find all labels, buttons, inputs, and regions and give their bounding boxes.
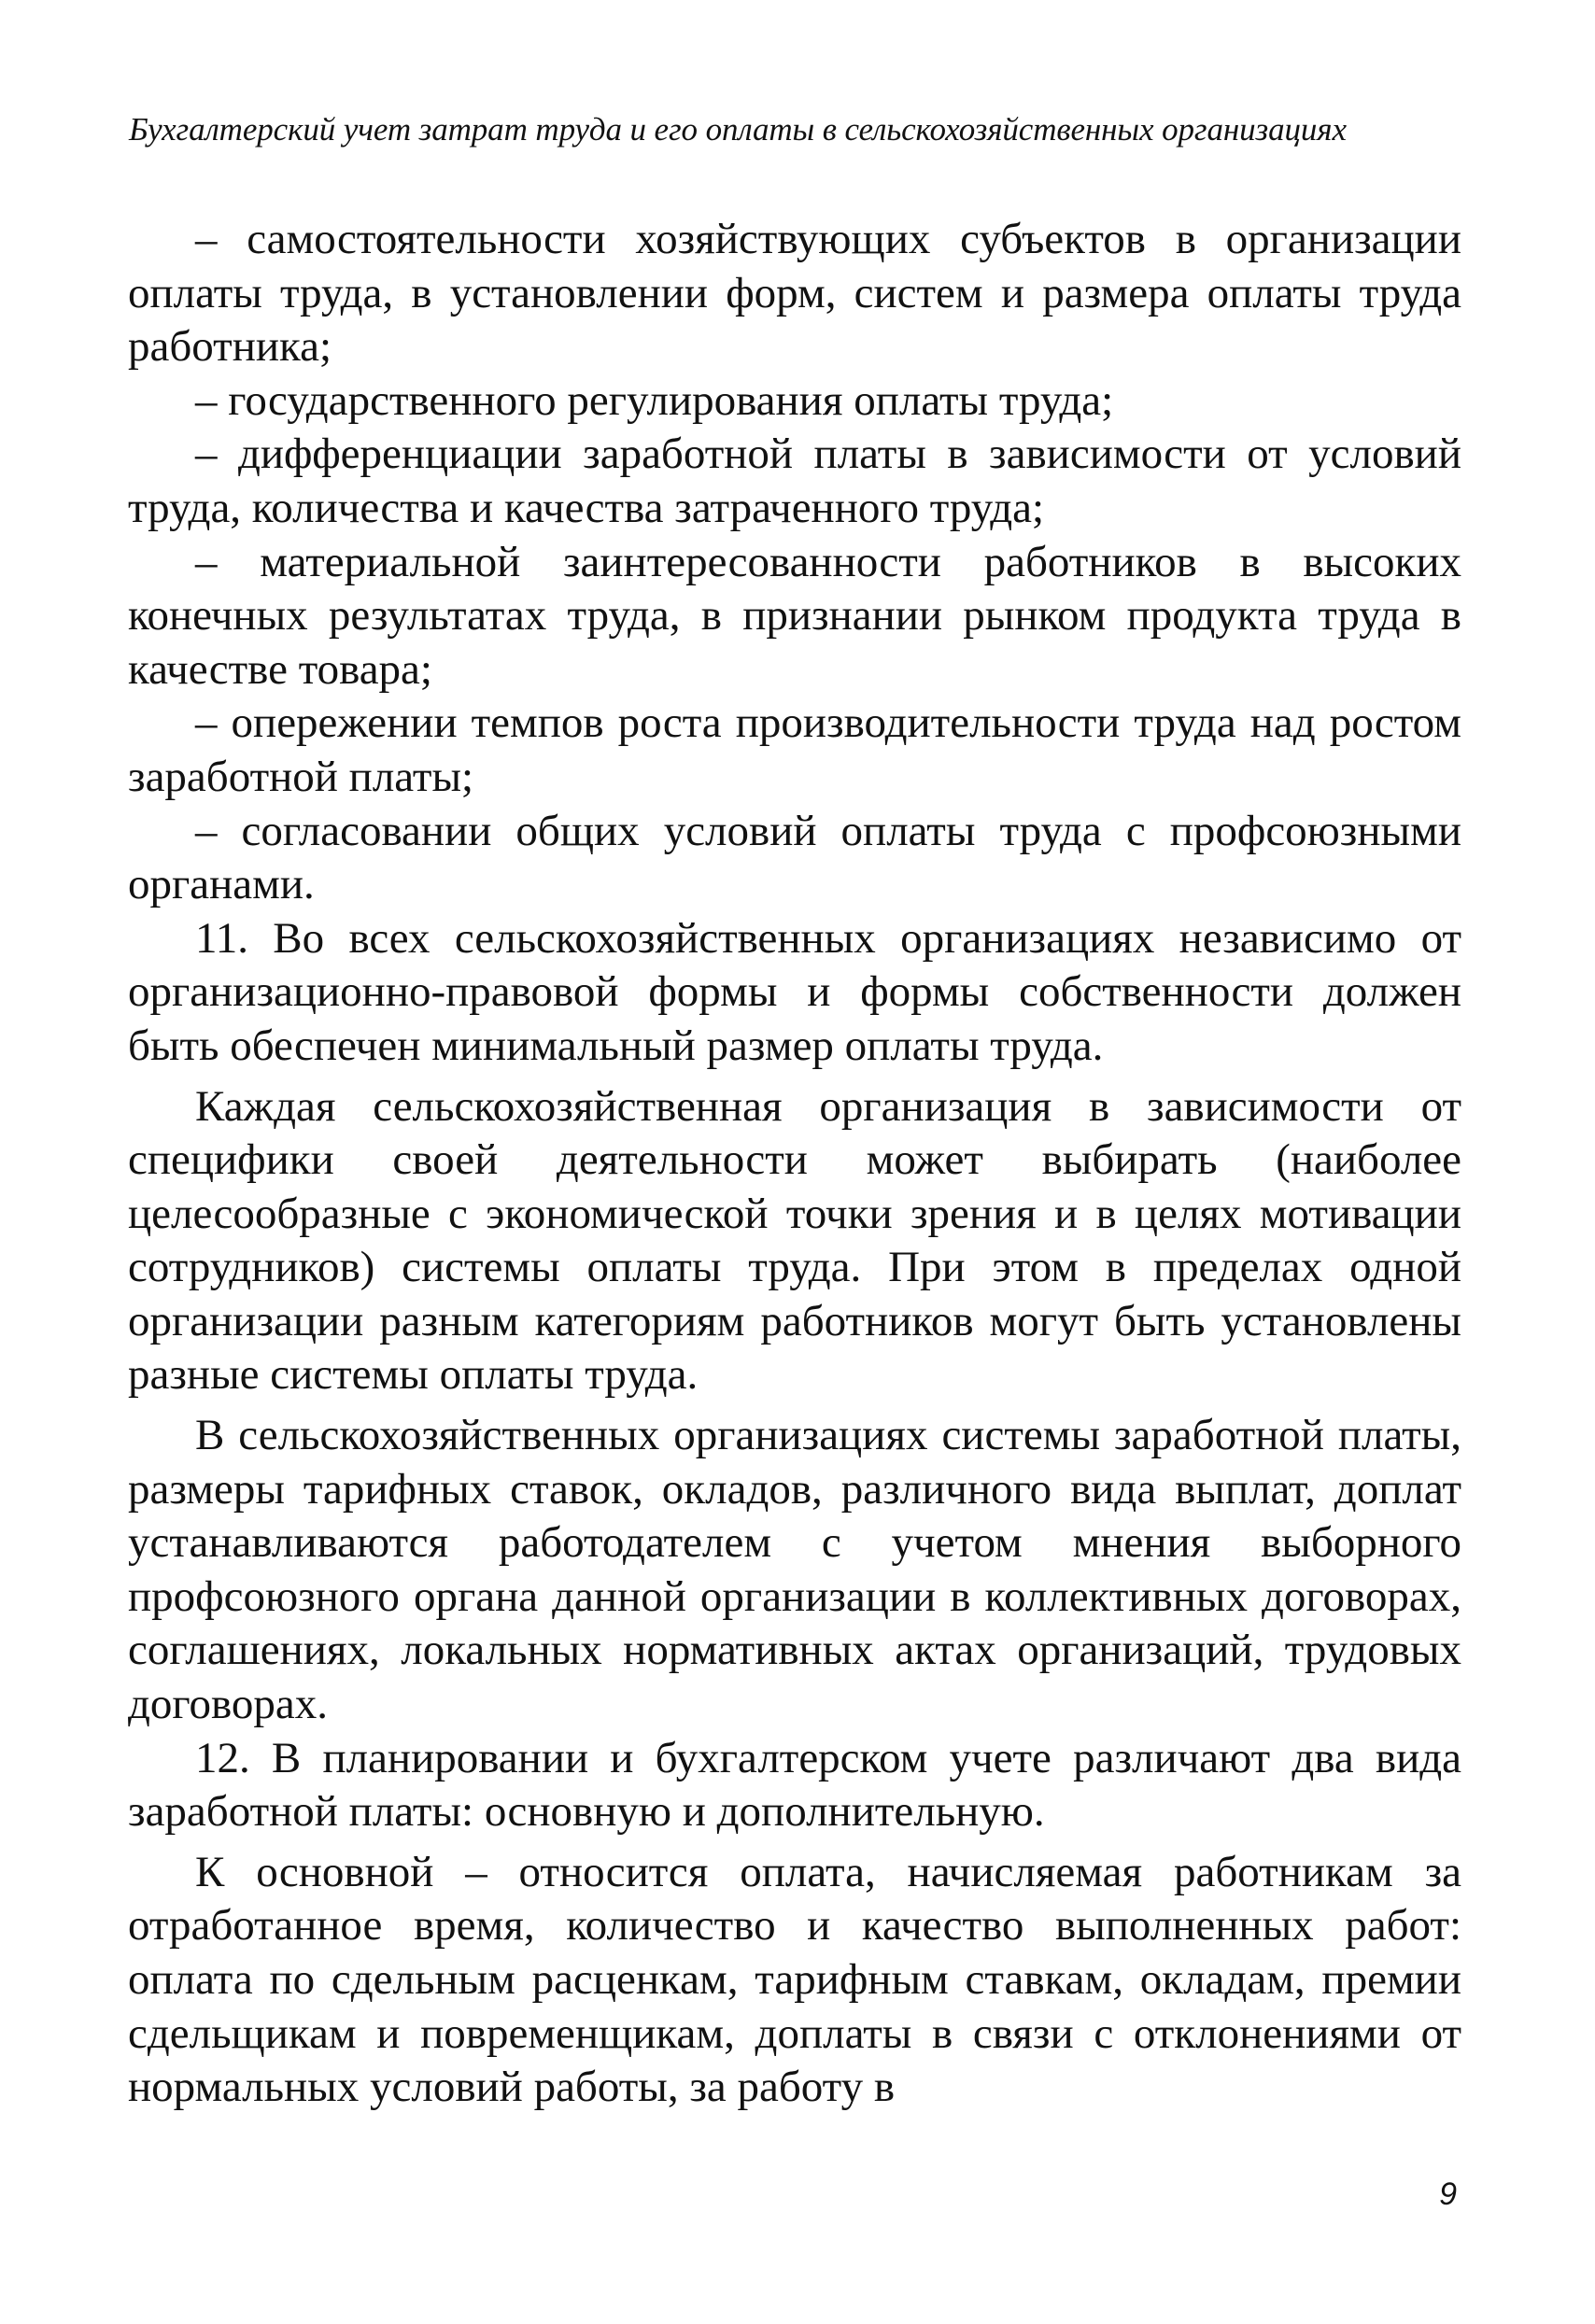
paragraph-pay-systems-establishment: В сельскохозяйственных организациях системы заработной платы, размеры тарифных ставок, окладов, различного вида выплат, доплат устанавливаются работодателем с учетом мнения выборного профсоюзного органа данной организации в коллективных договорах, соглашениях, локальных нормативных актах организаций, трудовых договорах. (128, 1411, 1461, 1729)
paragraph-basic-pay: К основной – относится оплата, начисляемая работникам за отработанное время, количество и качество выполненных работ: оплата по сдельным расценкам, тарифным ставкам, окладам, премии сдельщикам и повременщикам, доплаты в связи с отклонениями от нормальных условий работы, за работу в (128, 1847, 1461, 2112)
paragraph-item-11: 11. Во всех сельскохозяйственных организациях независимо от организационно-правовой формы и формы собственности должен быть обеспечен минимальный размер оплаты труда. (128, 913, 1461, 1070)
paragraph-item-12: 12. В планировании и бухгалтерском учете различают два вида заработной платы: основную и дополнительную. (128, 1733, 1461, 1837)
paragraph-productivity-growth: – опережении темпов роста производительности труда над ростом заработной платы; (128, 698, 1461, 801)
paragraph-state-regulation: – государственного регулирования оплаты труда; (195, 375, 1114, 425)
running-header: Бухгалтерский учет затрат труда и его оплаты в сельскохозяйственных организациях (129, 111, 1347, 148)
paragraph-trade-union-agreement: – согласовании общих условий оплаты труда с профсоюзными органами. (128, 806, 1461, 909)
paragraph-independence: – самостоятельности хозяйствующих субъектов в организации оплаты труда, в установлении форм, систем и размера оплаты труда работника; (128, 215, 1461, 372)
paragraph-pay-systems-choice: Каждая сельскохозяйственная организация в зависимости от специфики своей деятельности может выбирать (наиболее целесообразные с экономической точки зрения и в целях мотивации сотрудников) системы оплаты труда. При этом в пределах одной организации разным категориям работников могут быть установлены разные системы оплаты труда. (128, 1081, 1461, 1400)
body-text (128, 213, 1461, 2115)
paragraph-differentiation: – дифференциации заработной платы в зависимости от условий труда, количества и качества затраченного труда; (128, 430, 1461, 532)
paragraph-material-interest: – материальной заинтересованности работников в высоких конечных результатах труда, в признании рынком продукта труда в качестве товара; (128, 537, 1461, 694)
page-number: 9 (1439, 2176, 1457, 2212)
